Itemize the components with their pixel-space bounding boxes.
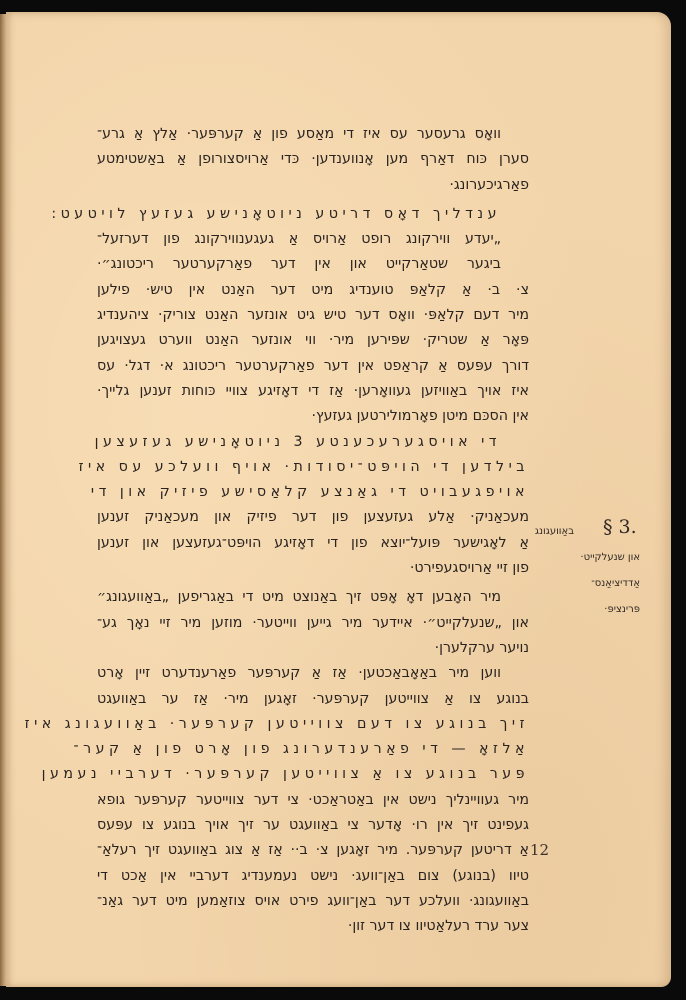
margin-notes <box>534 519 640 623</box>
section-marker: § 3. <box>603 516 637 538</box>
text-line: דורך עפּעס אַ קראַפט אין דער פאַרקערטער ריכטונג א· דגל· עס <box>97 357 529 374</box>
text-line: סערן כּוח דאַרף מען אָנווענדען· כּדי אַרויסצורופן אַ באַשטימטע <box>97 151 529 168</box>
text-line: זיך בנוגע צו דעם צווייטען קערפּער· באַוועגונג איז <box>24 715 529 732</box>
text-line: טיוו (בנוגע) צום באַן־וועג· נישט נעמענדיג דערביי אין אַכט די <box>97 867 529 884</box>
text-line: די אויסגערעכענטע 3 ניוטאָנישע געזעצען <box>94 433 501 450</box>
text-line: אַ דריטען קערפּער. מיר זאָגען צ· ב·· אַז אַ צוג באַוועגט זיך רעלאַ־ <box>97 842 529 859</box>
text-line: בנוגע צו אַ צווייטען קערפּער· זאָגען מיר· אַז ער באַוועגט <box>97 690 529 707</box>
text-line: און „שנעלקייט״· איידער מיר גייען ווייטער· מוזען מיר זיי נאָך גע־ <box>97 614 529 631</box>
text-line: ענדליך דאָס דריטע ניוטאָנישע געזעץ לויטעט: <box>51 205 501 222</box>
text-line: מיר דעם קלאַפּ· וואָס דער טיש גיט אונזער האַנט צוריק· ציהענדיג <box>97 307 529 324</box>
text-line: צ· ב· אַ קלאַפּ טוענדיג מיט דער האַנט אין טיש· פילען <box>97 281 529 298</box>
text-line: אין הסכּם מיטן פאָרמולירטען געזעץ· <box>311 408 529 425</box>
text-line: פּאָר אַ שטריק· שפּירען מיר· ווי אונזער האַנט ווערט געצויגען <box>97 332 529 349</box>
text-line: בילדען די הויפּט־יסודות· אויף וועלכע עס איז <box>78 458 529 475</box>
margin-note: פּרינציפּ· <box>604 604 640 615</box>
text-line: באַוועגונג· וועלכע דער באַן־וועג פירט אויס צוזאַמען מיט דער גאַנ־ <box>97 892 529 909</box>
text-line: אויפגעבויט די גאַנצע קלאַסישע פיזיק און די <box>90 484 529 501</box>
margin-note: און שנעלקייט· <box>580 552 640 563</box>
text-line: אַלזאָ — די פאַרענדערונג פון אָרט פון אַ קער־ <box>73 741 529 758</box>
text-line: נויער ערקלערן· <box>434 639 529 656</box>
text-line: מיר האָבען דאָ אָפּט זיך באַנוצט מיט די באַגריפען „באַוועגונג״ <box>97 589 501 606</box>
text-line: „יעדע ווירקונג רופט אַרויס אַ געגענווירקונג פון דערזעל־ <box>97 231 501 248</box>
text-line: איז אויך באַוויזען געוואָרען· אַז די דאָזיגע צוויי כּוחות זענען גלייך· <box>97 382 529 399</box>
text-line: צער ערד רעלאַטיוו צו דער זון· <box>347 918 529 935</box>
text-line: געפינט זיך אין רו· אָדער צי באַוועגט ער זיך אויך בנוגע צו עפּעס <box>97 817 529 834</box>
text-line: פון זיי אַרויסגעפירט· <box>409 560 529 577</box>
text-line: מיר געוויינליך נישט אין באַטראַכט· צי דער צווייטער קערפּער גופא <box>97 791 529 808</box>
page-number: 12 <box>530 841 550 859</box>
body-text <box>24 122 529 940</box>
text-line: פּער בנוגע צו אַ צווייטען קערפּער· דערביי נעמען <box>41 766 529 783</box>
text-line: מעכאַניק· אַלע געזעצען פון דער פיזיק און מעכאַניק זענען <box>97 509 529 526</box>
text-line: ביגער שטאַרקייט און אין דער פאַרקערטער ריכטונג״· <box>97 256 501 273</box>
text-line: אַ לאָגישער פּועל־יוצא פון די דאָזיגע הויפּט־געזעצען און זענען <box>97 534 529 551</box>
margin-note: באַוועגונג <box>534 526 574 537</box>
text-line: ווען מיר באַאָבאַכטען· אַז אַ קערפּער פאַרענדערט זיין אָרט <box>97 665 501 682</box>
text-line: פאַרגיכערונג· <box>449 176 529 193</box>
text-line: וואָס גרעסער עס איז די מאַסע פון אַ קערפּער· אַלץ אַ גרע־ <box>97 126 501 142</box>
margin-note: אַדדיציאַנס־ <box>591 578 640 589</box>
